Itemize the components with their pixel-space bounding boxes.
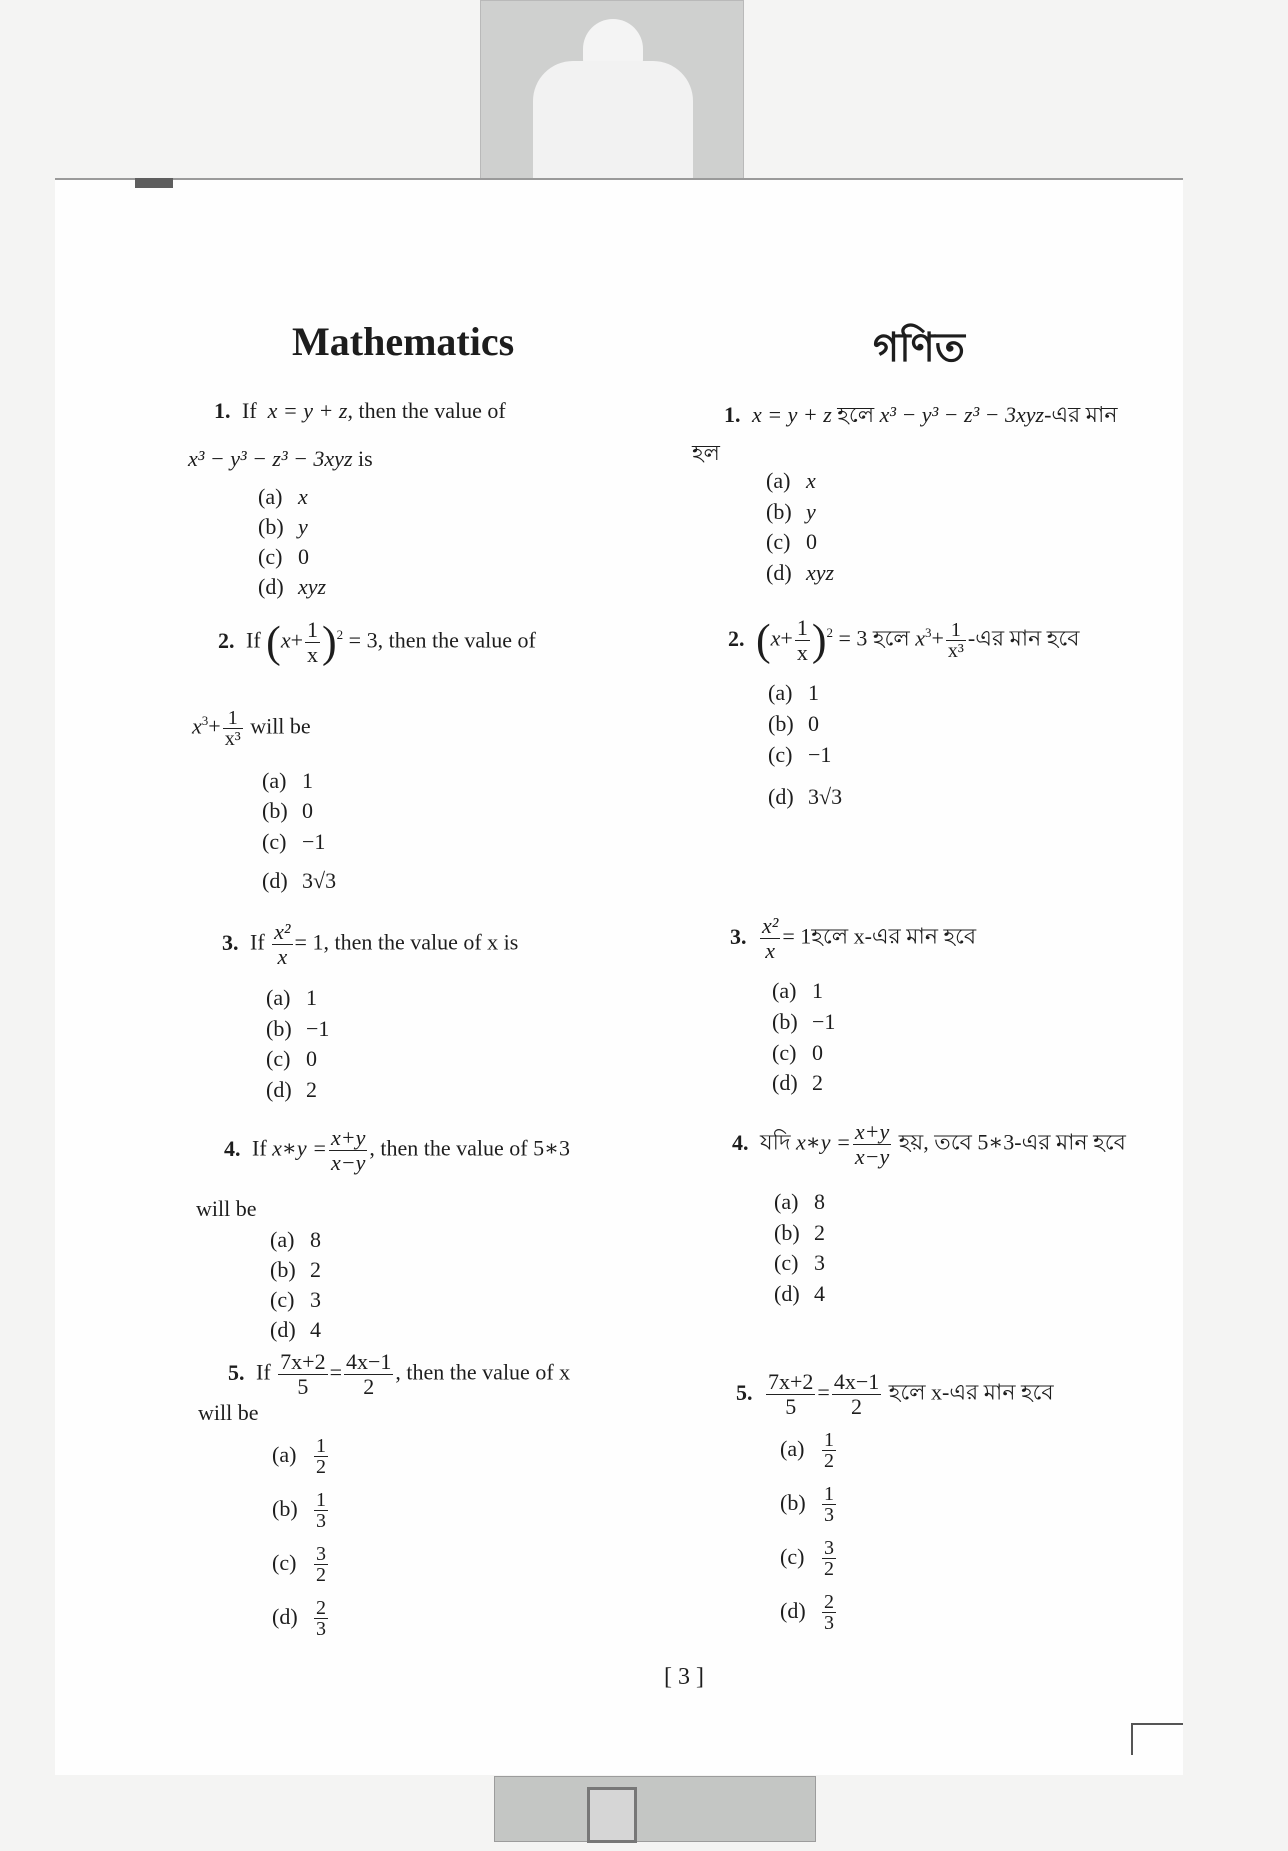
right-q1-option-a[interactable]: (a) x [766,468,816,493]
right-q5-line1: 5. $\frac{7x+2}{5}$ = $\frac{4x-1}{2}$ হলে x-এর মান হবে [736,1369,1054,1419]
left-q1-line2: x³ − y³ − z³ − 3xyz is [188,446,373,471]
right-q1-option-d[interactable]: (d) xyz [766,560,835,585]
left-q5-option-b[interactable]: (b) $\frac{1}{3}$ [272,1489,326,1532]
left-q1-option-c[interactable]: (c) 0 [258,544,309,569]
left-q4-line2: will be [196,1196,257,1221]
left-q2-option-c[interactable]: (c) −1 [262,829,326,854]
left-q2-option-b[interactable]: (b) 0 [262,798,313,823]
right-q3-option-c[interactable]: (c) 0 [772,1040,823,1065]
right-q5-option-d[interactable]: (d) $\frac{2}{3}$ [780,1591,834,1634]
left-q2-option-d[interactable]: (d) 3√3 [262,868,337,893]
right-q4-option-d[interactable]: (d) 4 [774,1281,825,1306]
left-q5-option-d[interactable]: (d) $\frac{2}{3}$ [272,1597,326,1640]
right-q3-option-a[interactable]: (a) 1 [772,978,823,1003]
right-q2-option-b[interactable]: (b) 0 [768,711,819,736]
left-q4-option-a[interactable]: (a) 8 [270,1227,321,1252]
right-q5-option-c[interactable]: (c) $\frac{3}{2}$ [780,1537,834,1580]
left-q5-line2: will be [198,1400,259,1425]
right-q5-option-a[interactable]: (a) $\frac{1}{2}$ [780,1429,834,1472]
left-q4-option-c[interactable]: (c) 3 [270,1287,321,1312]
right-q4-option-b[interactable]: (b) 2 [774,1220,825,1245]
page-corner-fold [1131,1723,1183,1755]
title-bengali: গণিত [873,325,965,370]
right-q4-option-a[interactable]: (a) 8 [774,1189,825,1214]
right-q4-line1: 4. যদি x∗y = $\frac{x+y}{x-y}$ হয়, তবে 5∗3-এর মান হবে [732,1119,1126,1169]
left-q4-option-d[interactable]: (d) 4 [270,1317,321,1342]
binder-clip-bottom [494,1776,816,1842]
right-q3-option-b[interactable]: (b) −1 [772,1009,836,1034]
right-q1-line1: 1. x = y + z হলে x³ − y³ − z³ − 3xyz-এর মান [724,402,1118,427]
left-q3-option-a[interactable]: (a) 1 [266,985,317,1010]
left-q1-option-b[interactable]: (b) y [258,514,308,539]
right-q3-line1: 3. $\frac{\text{x²}}{x}$ = 1হলে x-এর মান হবে [730,913,977,963]
right-q5-option-b[interactable]: (b) $\frac{1}{3}$ [780,1483,834,1526]
page-number: [ 3 ] [664,1664,704,1690]
left-q5-option-c[interactable]: (c) $\frac{3}{2}$ [272,1543,326,1586]
right-q1-option-b[interactable]: (b) y [766,499,816,524]
right-q3-option-d[interactable]: (d) 2 [772,1070,823,1095]
left-q1-line1: 1. If x = y + z, then the value of [214,398,506,423]
left-q5-option-a[interactable]: (a) $\frac{1}{2}$ [272,1435,326,1478]
left-q4-line1: 4. If x∗y = $\frac{x+y}{x-y}$ , then the value of 5∗3 [224,1125,571,1175]
right-q2-option-c[interactable]: (c) −1 [768,742,832,767]
right-q1-option-c[interactable]: (c) 0 [766,529,817,554]
left-q3-line1: 3. If $\frac{\text{x²}}{x}$ = 1, then the value of x is [222,919,519,969]
right-q2-line1: 2. (x+ $\frac{1}{x}$ )$^2$ = 3 হলে $x^3+$ $\frac{1}{\text{x³}}$ -এর মান হবে [728,615,1080,665]
clip-notch [533,61,693,191]
left-q4-option-b[interactable]: (b) 2 [270,1257,321,1282]
binder-clip-top [480,0,744,192]
left-q2-line2: $x^3+$ $\frac{1}{\text{x³}}$ will be [192,706,311,750]
left-q1-option-a[interactable]: (a) x [258,484,308,509]
left-q1-option-d[interactable]: (d) xyz [258,574,327,599]
left-q2-line1: 2. If (x+ $\frac{1}{x}$ )$^2$ = 3, then the value of [218,617,536,667]
title-english: Mathematics [292,319,515,364]
clip-tab [587,1787,637,1843]
right-q1-line2: হল [692,440,720,465]
page-corner-mark [135,178,173,188]
right-q4-option-c[interactable]: (c) 3 [774,1250,825,1275]
left-q3-option-d[interactable]: (d) 2 [266,1077,317,1102]
left-q3-option-b[interactable]: (b) −1 [266,1016,330,1041]
left-q2-option-a[interactable]: (a) 1 [262,768,313,793]
left-q5-line1: 5. If $\frac{7x+2}{5}$ = $\frac{4x-1}{2}$ , then the value of x [228,1349,571,1399]
right-q2-option-a[interactable]: (a) 1 [768,680,819,705]
left-q3-option-c[interactable]: (c) 0 [266,1046,317,1071]
right-q2-option-d[interactable]: (d) 3√3 [768,784,843,809]
